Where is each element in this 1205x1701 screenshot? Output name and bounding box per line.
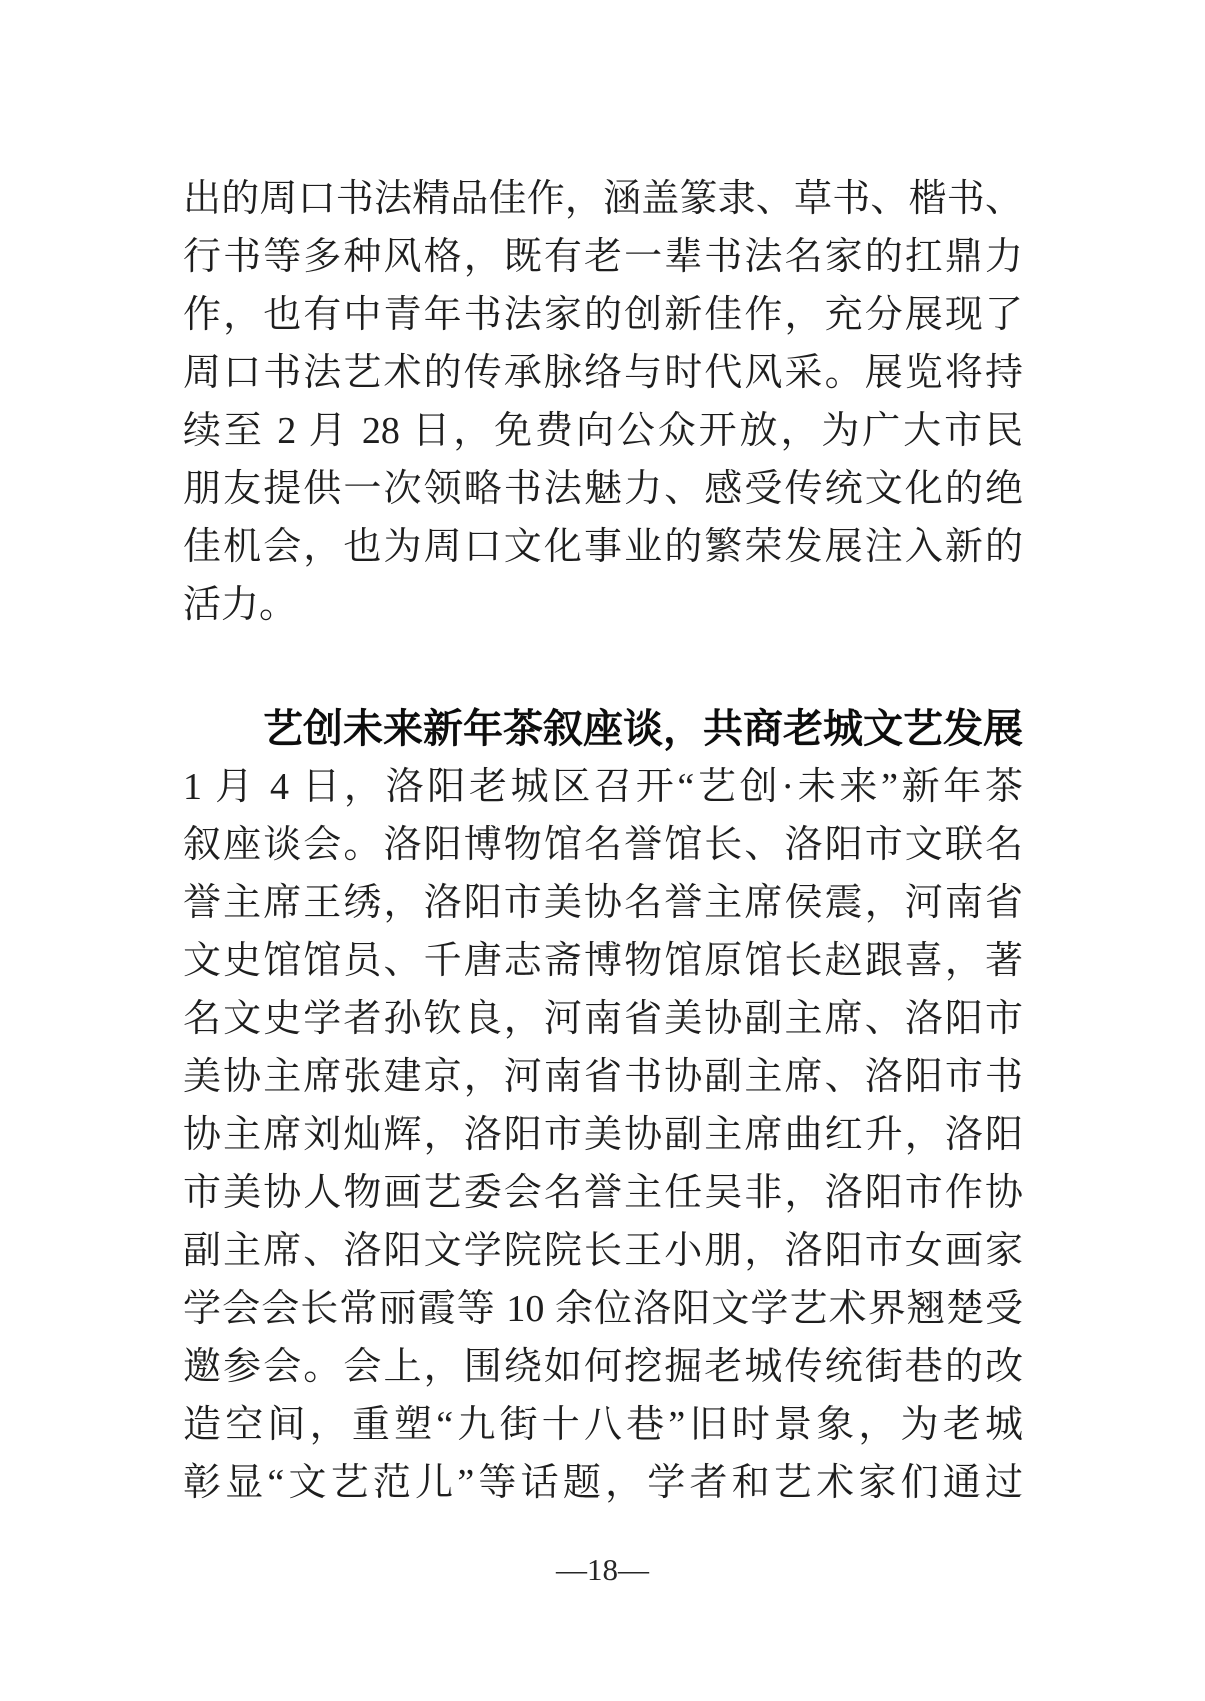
text-line: 续至 2 月 28 日，免费向公众开放，为广大市民 (183, 410, 1023, 452)
text-line: 朋友提供一次领略书法魅力、感受传统文化的绝 (183, 468, 1023, 510)
text-line: 文史馆馆员、千唐志斋博物馆原馆长赵跟喜，著 (183, 940, 1023, 982)
paragraph-body (183, 758, 1023, 1512)
text-line: 佳机会，也为周口文化事业的繁荣发展注入新的 (183, 526, 1023, 568)
text-line: 出的周口书法精品佳作，涵盖篆隶、草书、楷书、 (183, 178, 1023, 220)
paragraph-continued (183, 170, 1023, 634)
text-line: 周口书法艺术的传承脉络与时代风采。展览将持 (183, 352, 1023, 394)
text-line: 造空间，重塑“九街十八巷”旧时景象，为老城 (183, 1404, 1023, 1446)
text-line: 名文史学者孙钦良，河南省美协副主席、洛阳市 (183, 998, 1023, 1040)
text-column (183, 170, 1023, 1512)
text-line: 协主席刘灿辉，洛阳市美协副主席曲红升，洛阳 (183, 1114, 1023, 1156)
text-line: 美协主席张建京，河南省书协副主席、洛阳市书 (183, 1056, 1023, 1098)
text-line: 市美协人物画艺委会名誉主任吴非，洛阳市作协 (183, 1172, 1023, 1214)
text-line: 叙座谈会。洛阳博物馆名誉馆长、洛阳市文联名 (183, 824, 1023, 866)
text-line: 邀参会。会上，围绕如何挖掘老城传统街巷的改 (183, 1346, 1023, 1388)
text-line: 誉主席王绣，洛阳市美协名誉主席侯震，河南省 (183, 882, 1023, 924)
section-heading: 艺创未来新年茶叙座谈，共商老城文艺发展 (263, 707, 1023, 751)
text-line: 学会会长常丽霞等 10 余位洛阳文学艺术界翘楚受 (183, 1288, 1023, 1330)
text-line: 活力。 (183, 584, 298, 626)
text-line: 行书等多种风格，既有老一辈书法名家的扛鼎力 (183, 236, 1023, 278)
text-line: 彰显“文艺范儿”等话题，学者和艺术家们通过 (183, 1462, 1023, 1504)
text-line: 作，也有中青年书法家的创新佳作，充分展现了 (183, 294, 1023, 336)
page-number: —18— (556, 1552, 649, 1587)
text-line: 副主席、洛阳文学院院长王小朋，洛阳市女画家 (183, 1230, 1023, 1272)
text-line: 1 月 4 日，洛阳老城区召开“艺创·未来”新年茶 (183, 766, 1023, 808)
